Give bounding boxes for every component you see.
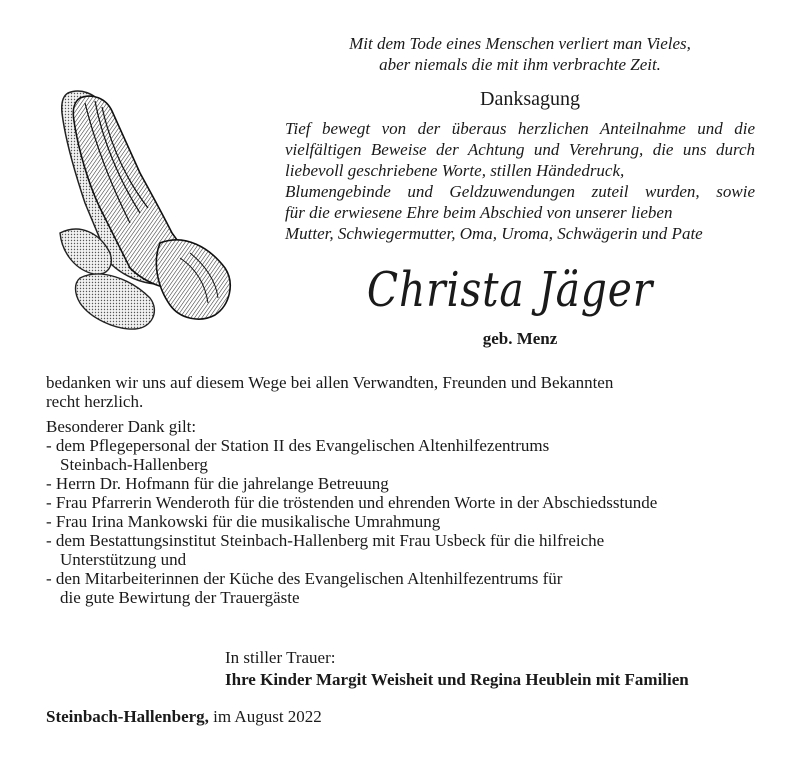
intro-line: liebevoll geschriebene Worte, stillen Händedruck, [285, 161, 625, 180]
intro-line: Blumengebinde und Geldzuwendungen zuteil wurden, sowie [285, 182, 755, 201]
place: Steinbach-Hallenberg, [46, 707, 209, 726]
thanks-item [46, 531, 766, 569]
thanks-item [46, 474, 766, 493]
special-thanks-label: Besonderer Dank gilt: [46, 417, 197, 436]
thanks-item [46, 569, 766, 607]
thanks-item-text: - den Mitarbeiterinnen der Küche des Evangelischen Altenhilfezentrums für [46, 569, 563, 588]
thanks-body [46, 373, 766, 607]
thanks-line-2: recht herzlich. [46, 392, 144, 411]
maiden-name: geb. Menz [482, 329, 558, 348]
motto-quote [300, 33, 740, 75]
thanks-item-continuation: Steinbach-Hallenberg [60, 455, 208, 474]
thanks-item [46, 436, 766, 474]
intro-line: für die erwiesene Ehre beim Abschied von unserer lieben [285, 203, 673, 222]
thanks-item-continuation: die gute Bewirtung der Trauergäste [60, 588, 300, 607]
motto-line-1: Mit dem Tode eines Menschen verliert man Vieles, [349, 34, 691, 53]
deceased-name: Christa Jäger [366, 262, 654, 318]
thanks-item-text: - Frau Pfarrerin Wenderoth für die tröstenden und ehrenden Worte in der Abschiedsstunde [46, 493, 658, 512]
thanks-item-continuation: Unterstützung und [60, 550, 187, 569]
thanks-item-text: - Frau Irina Mankowski für die musikalische Umrahmung [46, 512, 441, 531]
heading-danksagung: Danksagung [480, 88, 580, 110]
praying-hands-illustration [40, 83, 245, 333]
motto-line-2: aber niemals die mit ihm verbrachte Zeit. [379, 55, 661, 74]
thanks-item-text: - Herrn Dr. Hofmann für die jahrelange Betreuung [46, 474, 389, 493]
intro-line: vielfältigen Beweise der Achtung und Verehrung, die uns durch [285, 140, 755, 159]
intro-paragraph [285, 118, 755, 244]
mourners-names: Ihre Kinder Margit Weisheit und Regina Heublein mit Familien [225, 670, 689, 689]
intro-line: Tief bewegt von der überaus herzlichen Anteilnahme und die [285, 119, 755, 138]
intro-line: Mutter, Schwiegermutter, Oma, Uroma, Schwägerin und Pate [285, 224, 703, 243]
date: im August 2022 [208, 707, 322, 726]
mourners-label: In stiller Trauer: [225, 648, 336, 667]
thanks-item [46, 493, 766, 512]
thanks-item-text: - dem Pflegepersonal der Station II des Evangelischen Altenhilfezentrums [46, 436, 550, 455]
thanks-item [46, 512, 766, 531]
place-date [46, 707, 322, 727]
thanks-line-1: bedanken wir uns auf diesem Wege bei allen Verwandten, Freunden und Bekannten [46, 373, 614, 392]
thanks-item-text: - dem Bestattungsinstitut Steinbach-Hallenberg mit Frau Usbeck für die hilfreiche [46, 531, 605, 550]
